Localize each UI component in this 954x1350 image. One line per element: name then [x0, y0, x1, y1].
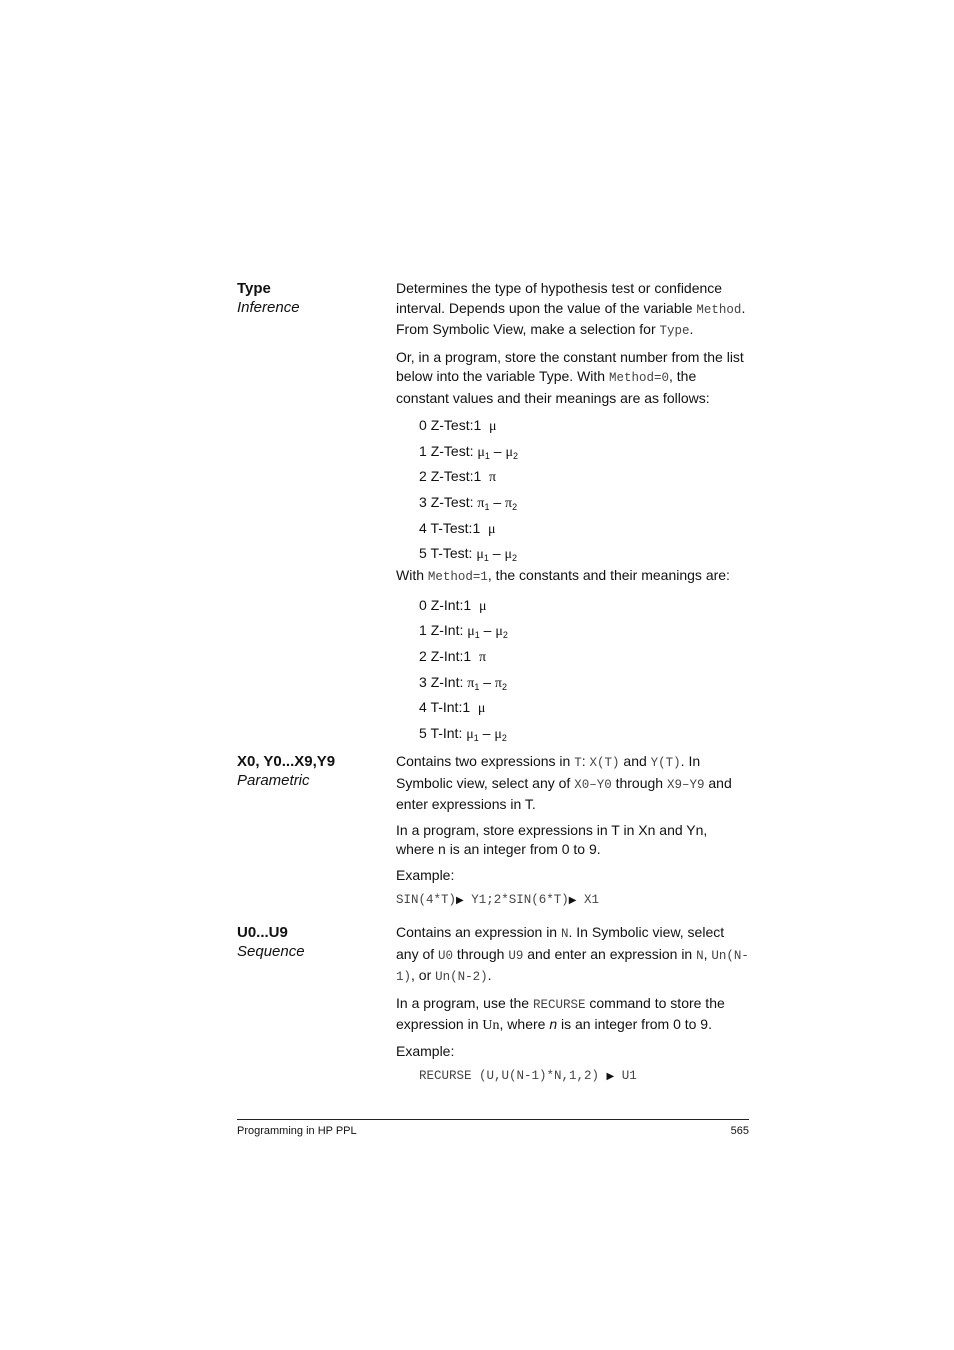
item-label: Z-Test: — [430, 468, 474, 485]
list-item — [419, 594, 749, 620]
item-symbol: μ — [488, 521, 496, 537]
term-name: Type — [237, 280, 271, 297]
store-arrow-icon: ▶ — [606, 1071, 615, 1082]
item-symbol: μ — [505, 444, 513, 460]
item-symbol: π — [505, 496, 513, 512]
item-subscript: 1 — [483, 553, 489, 564]
text-run: Contains an expression in — [396, 924, 561, 940]
term-description — [396, 923, 749, 1087]
term-name: X0, Y0...X9,Y9 — [237, 753, 336, 770]
list-item — [419, 671, 749, 697]
item-label: T-Test: — [430, 519, 473, 536]
description-paragraph — [396, 923, 749, 988]
text-run: , the constant values and their meanings are as follows: — [396, 368, 710, 406]
item-symbol: μ — [478, 598, 487, 614]
item-subscript: 1 — [484, 502, 490, 513]
text-run: through — [611, 774, 667, 791]
text-run: Or, in a program, store the constant number from the list below into the variable Type. With — [396, 348, 744, 384]
term-description — [396, 752, 749, 911]
item-symbol: π — [478, 650, 487, 665]
code-method-0: Method=0 — [608, 371, 669, 385]
term-block — [237, 279, 387, 317]
item-subscript: 1 — [474, 630, 480, 641]
description-paragraph — [396, 994, 749, 1036]
item-number: 4 — [419, 519, 427, 536]
item-number: 3 — [419, 494, 427, 511]
item-symbol: μ — [476, 547, 484, 563]
example-label: Example: — [396, 866, 455, 883]
term-description — [396, 279, 749, 748]
item-label: Z-Int: — [430, 596, 464, 613]
code-type: Type — [659, 324, 690, 338]
description-paragraph — [396, 348, 749, 409]
item-sample-count: 1 — [472, 519, 481, 536]
entry-type — [237, 279, 749, 744]
item-sample-count: 1 — [473, 468, 482, 485]
text-run: . From Symbolic View, make a selection for — [396, 299, 746, 337]
term-block — [237, 923, 387, 961]
item-symbol: π — [467, 675, 475, 691]
item-subscript: 1 — [474, 681, 480, 692]
item-symbol: μ — [477, 701, 486, 717]
minus-sign: – — [493, 494, 502, 511]
item-number: 5 — [419, 725, 427, 742]
code-u0: U0 — [438, 948, 454, 963]
item-label: T-Int: — [430, 725, 463, 742]
description-paragraph — [396, 752, 749, 815]
text-run: and enter expressions in T. — [396, 774, 732, 812]
item-subscript: 2 — [502, 681, 508, 692]
text-run: , the constants and their meanings are: — [487, 567, 730, 584]
item-sample-count: 1 — [462, 699, 471, 716]
item-sample-count: 1 — [473, 417, 482, 433]
code-n: N — [561, 927, 569, 941]
description-paragraph — [396, 279, 749, 342]
item-label: Z-Int: — [430, 673, 464, 690]
code-x-t: X(T) — [589, 756, 620, 770]
text-run: command to store the expression in — [396, 994, 725, 1032]
item-label: Z-Int: — [430, 648, 464, 664]
code-n: N — [696, 948, 704, 963]
item-symbol: π — [489, 470, 497, 486]
item-number: 5 — [419, 545, 427, 562]
minus-sign: – — [483, 673, 492, 690]
code-run: X1 — [583, 893, 599, 907]
list-item — [419, 465, 749, 491]
item-symbol: μ — [504, 547, 512, 563]
item-label: T-Test: — [430, 545, 473, 562]
list-item — [419, 645, 749, 671]
term-category: Parametric — [237, 772, 310, 789]
item-symbol: μ — [495, 624, 503, 640]
text-run: and — [619, 753, 651, 769]
list-item — [419, 722, 749, 748]
text-run: . In Symbolic view, select any of — [396, 753, 701, 791]
item-subscript: 2 — [501, 733, 507, 744]
code-method: Method — [696, 302, 742, 317]
store-arrow-icon: ▶ — [568, 895, 577, 906]
list-item — [419, 414, 749, 440]
item-number: 0 — [419, 596, 427, 613]
item-subscript: 2 — [511, 553, 517, 564]
list-item — [419, 696, 749, 722]
code-y-t: Y(T) — [650, 756, 681, 770]
list-item — [419, 542, 749, 568]
item-number: 0 — [419, 417, 427, 433]
item-symbol: μ — [489, 419, 497, 434]
text-run: through — [453, 945, 509, 962]
footer-rule — [237, 1119, 749, 1120]
list-item — [419, 517, 749, 543]
code-t: T — [574, 756, 582, 770]
text-run: , where — [499, 1016, 550, 1032]
code-run: RECURSE (U,U(N-1)*N,1,2) — [419, 1069, 600, 1083]
italic-n: n — [549, 1016, 558, 1032]
item-subscript: 2 — [512, 450, 518, 461]
item-symbol: μ — [467, 624, 475, 640]
text-run: With — [396, 567, 428, 584]
minus-sign: – — [483, 622, 492, 639]
example-code — [419, 1067, 749, 1087]
item-label: Z-Test: — [430, 442, 474, 459]
entry-parametric — [237, 752, 749, 912]
code-un-n-2: Un(N-2) — [435, 970, 488, 984]
minus-sign: – — [492, 545, 501, 562]
item-number: 1 — [419, 622, 427, 639]
text-run: , — [703, 945, 712, 962]
method-0-list — [419, 414, 749, 568]
text-run: Determines the type of hypothesis test or confidence interval. Depends upon the value of the variable — [396, 280, 723, 316]
description-paragraph: In a program, store expressions in T in Xn and Yn, where n is an integer from 0 to 9. — [396, 821, 708, 857]
list-item — [419, 619, 749, 645]
page-number: 565 — [730, 1125, 749, 1137]
item-sample-count: 1 — [463, 648, 472, 664]
text-run: . In Symbolic view, select any of — [396, 924, 725, 962]
item-number: 4 — [419, 699, 427, 716]
minus-sign: – — [482, 725, 491, 742]
code-x0-y0: X0–Y0 — [574, 777, 612, 792]
item-symbol: μ — [477, 444, 485, 460]
store-arrow-icon: ▶ — [456, 895, 464, 906]
code-method-1: Method=1 — [427, 570, 488, 585]
list-item — [419, 491, 749, 517]
code-recurse: RECURSE — [532, 997, 586, 1012]
footer-title: Programming in HP PPL — [237, 1125, 357, 1137]
text-run: , or — [411, 967, 436, 983]
text-run: : — [581, 753, 590, 769]
item-number: 2 — [419, 648, 427, 664]
item-symbol: μ — [466, 727, 474, 743]
term-block — [237, 752, 387, 790]
method-1-list — [419, 594, 749, 748]
example-label: Example: — [396, 1042, 455, 1059]
code-run: Y1;2*SIN(6*T) — [471, 893, 569, 907]
term-category: Sequence — [237, 943, 305, 960]
term-name: U0...U9 — [237, 924, 288, 941]
code-x9-y9: X9–Y9 — [666, 777, 705, 792]
code-run: U1 — [621, 1069, 637, 1083]
item-symbol: π — [477, 496, 485, 512]
text-run: . — [689, 321, 694, 337]
item-symbol: μ — [494, 727, 502, 743]
code-run: SIN(4*T) — [396, 893, 457, 907]
description-paragraph — [396, 566, 749, 588]
item-sample-count: 1 — [463, 596, 472, 613]
item-label: Z-Test: — [430, 417, 474, 433]
term-category: Inference — [237, 299, 300, 316]
item-number: 3 — [419, 673, 427, 690]
code-un-n-1: Un(N-1) — [396, 948, 749, 984]
minus-sign: – — [493, 442, 502, 459]
entry-sequence — [237, 923, 749, 1083]
item-label: Z-Test: — [430, 494, 474, 511]
text-run: . — [487, 967, 492, 983]
text-run: In a program, use the — [396, 994, 533, 1011]
text-run: is an integer from 0 to 9. — [557, 1016, 712, 1032]
item-subscript: 2 — [512, 502, 518, 513]
item-subscript: 1 — [473, 733, 479, 744]
item-number: 2 — [419, 468, 427, 485]
item-subscript: 1 — [484, 450, 490, 461]
symbol-un: Un — [482, 1018, 500, 1033]
text-run: Contains two expressions in — [396, 753, 575, 769]
example-code — [396, 891, 749, 911]
item-subscript: 2 — [502, 630, 508, 641]
list-item — [419, 440, 749, 466]
item-label: T-Int: — [430, 699, 463, 716]
item-label: Z-Int: — [430, 622, 464, 639]
code-u9: U9 — [508, 948, 524, 963]
text-run: and enter an expression in — [523, 945, 697, 962]
item-symbol: π — [494, 675, 502, 691]
item-number: 1 — [419, 442, 427, 459]
